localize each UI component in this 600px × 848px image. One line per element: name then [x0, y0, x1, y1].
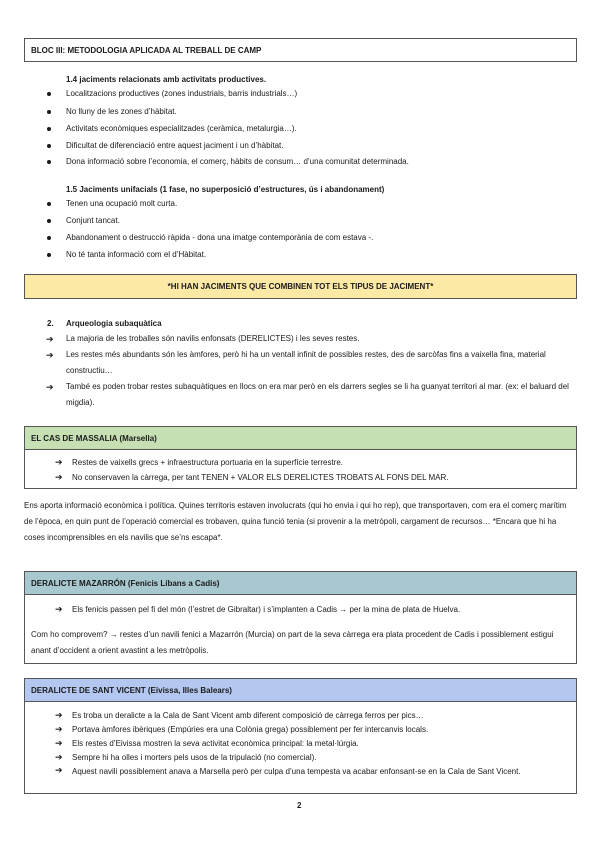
bullet-icon: [47, 219, 51, 223]
bullet-icon: [47, 110, 51, 114]
list-item: Els restes d’Eivissa mostren la seva activitat econòmica principal: la metal·lúrgia.: [72, 739, 359, 748]
bullet-icon: [47, 160, 51, 164]
santvicent-title: DERALICTE DE SANT VICENT (Eivissa, Illes Balears): [31, 685, 232, 695]
list-item: La majoria de les troballes són navilis enfonsats (DERELICTES) i les seves restes.: [66, 334, 360, 343]
arrow-icon: ➔: [46, 350, 54, 360]
arrow-icon: ➔: [55, 738, 63, 748]
arrow-icon: ➔: [55, 724, 63, 734]
list-item: Abandonament o destrucció ràpida - dona una imatge contemporània de com estava -.: [66, 233, 374, 242]
list-item: Conjunt tancat.: [66, 216, 120, 225]
arrow-icon: ➔: [55, 710, 63, 720]
bullet-icon: [47, 253, 51, 257]
arrow-icon: ➔: [46, 334, 54, 344]
bullet-icon: [47, 127, 51, 131]
list-item: També es poden trobar restes subaquàtiques en llocs on era mar però en els darrers segles se li ha guanyat territori al mar. (ex: el baluard del migdia).: [66, 382, 569, 407]
section-1-4-title: 1.4 jaciments relacionats amb activitats productives.: [66, 75, 267, 84]
santvicent-header: [25, 679, 576, 702]
arrow-icon: ➔: [55, 472, 63, 482]
combine-banner: [24, 274, 577, 299]
bullet-icon: [47, 202, 51, 206]
list-item: No conservaven la càrrega, per tant TENEN + VALOR ELS DERELICTES TROBATS AL FONS DEL MAR.: [72, 473, 449, 482]
list-item: Portava àmfores ibèriques (Empúries era una Colònia grega) possiblement per fer intercanvis locals.: [72, 725, 429, 734]
list-item: Els fenicis passen pel fi del món (l’estret de Gibraltar) i s’implanten a Cadis → per la mina de plata de Huelva.: [72, 605, 461, 614]
bloc-header: [24, 38, 577, 62]
list-item: Tenen una ocupació molt curta.: [66, 199, 178, 208]
list-item: Aquest navili possiblement anava a Marsella però per culpa d’una tempesta va acabar enfonsant-se en la Cala de Sant Vicent.: [72, 767, 521, 776]
list-item: Dificultat de diferenciació entre aquest jaciment i un d’hàbitat.: [66, 141, 284, 150]
list-item: No té tanta informació com el d’Hàbitat.: [66, 250, 207, 259]
bullet-icon: [47, 92, 51, 96]
arrow-icon: ➔: [46, 382, 54, 392]
section-2-title: Arqueologia subaquàtica: [66, 319, 162, 328]
combine-banner-text: *HI HAN JACIMENTS QUE COMBINEN TOT ELS TIPUS DE JACIMENT*: [167, 282, 434, 291]
list-item: Dona informació sobre l’economia, el comerç, hàbits de consum… d’una comunitat determinada.: [66, 157, 409, 166]
list-item: Sempre hi ha olles i morters pels usos de la tripulació (no comercial).: [72, 753, 317, 762]
arrow-icon: ➔: [55, 765, 63, 775]
section-1-5-title: 1.5 Jaciments unifacials (1 fase, no superposició d’estructures, ús i abandonament): [66, 185, 385, 194]
bullet-icon: [47, 144, 51, 148]
list-item: Es troba un deralicte a la Cala de Sant Vicent amb diferent composició de càrrega ferros per pics…: [72, 711, 424, 720]
massalia-paragraph: Ens aporta informació econòmica i política. Quines territoris estaven involucrats (qui ho envia i qui ho rep), que transportaven, com era el comerç marítim de l’època, en quin punt de l’operació comercial es trobaven, quina funció tenia (si provenir a la metròpoli, cargament de recursos… *Encara que hi ha coses incomprensibles en els navilis que se’ns escapa*.: [24, 501, 567, 542]
arrow-icon: ➔: [55, 457, 63, 467]
section-2-number: 2.: [47, 319, 54, 328]
page-number: 2: [297, 801, 302, 810]
list-item: Restes de vaixells grecs + infraestructura portuaria en la superfície terrestre.: [72, 458, 344, 467]
mazarron-title: DERALICTE MAZARRÓN (Fenicis Líbans a Cadis): [31, 578, 220, 588]
list-item: Activitats econòmiques especialitzades (ceràmica, metalurgia…).: [66, 124, 297, 133]
massalia-title: EL CAS DE MASSALIA (Marsella): [31, 433, 157, 443]
mazarron-paragraph: Com ho comprovem? → restes d’un navili fenici a Mazarrón (Murcia) on part de la seva càrrega era plata procedent de Cadis i possiblement estigui anant d’occident a orient avastint a les metròpolis.: [31, 630, 554, 655]
list-item: Localitzacions productives (zones industrials, barris industrials…): [66, 89, 298, 98]
bullet-icon: [47, 236, 51, 240]
massalia-header: [25, 427, 576, 450]
bloc-header-text: BLOC III: METODOLOGIA APLICADA AL TREBALL DE CAMP: [31, 45, 262, 55]
arrow-icon: ➔: [55, 604, 63, 614]
list-item: Les restes més abundants són les àmfores, però hi ha un ventall infinit de possibles restes, des de sarcòfas fins a vaixella fina, material constructiu…: [66, 350, 546, 375]
arrow-icon: ➔: [55, 752, 63, 762]
mazarron-header: [25, 572, 576, 595]
list-item: No lluny de les zones d’hàbitat.: [66, 107, 177, 116]
